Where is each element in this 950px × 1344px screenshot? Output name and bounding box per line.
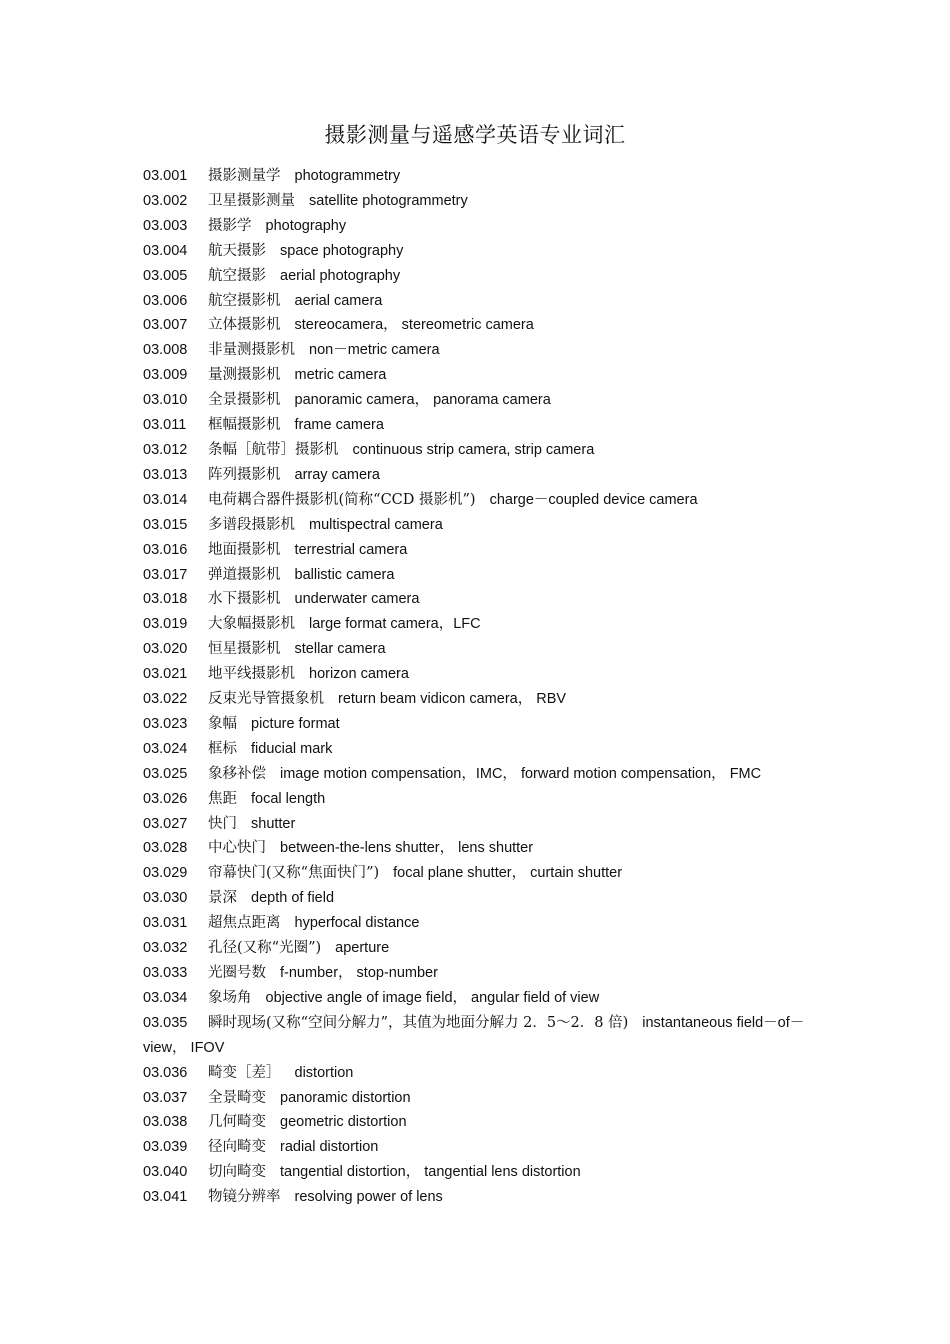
entry-english-term: metric camera <box>294 367 387 384</box>
glossary-entry <box>143 1185 815 1210</box>
entry-english-term: multispectral camera <box>309 516 443 533</box>
entry-number: 03.022 <box>143 691 188 708</box>
glossary-entry <box>143 712 815 737</box>
entry-number: 03.018 <box>143 591 188 608</box>
entry-number: 03.001 <box>143 168 188 184</box>
entry-number: 03.016 <box>143 541 188 558</box>
entry-english-term: picture format <box>251 715 340 732</box>
entry-english-term: return beam vidicon camera， RBV <box>338 691 567 708</box>
entry-english-term: panoramic distortion <box>280 1089 411 1106</box>
glossary-entry <box>143 438 815 463</box>
glossary-entry <box>143 538 815 563</box>
glossary-entry <box>143 289 815 314</box>
entry-number: 03.032 <box>143 940 188 957</box>
entry-chinese-term: 几何畸变 <box>208 1114 266 1131</box>
entry-number: 03.025 <box>143 765 188 782</box>
entry-chinese-term: 摄影测量学 <box>208 168 281 184</box>
entry-english-term: focal plane shutter， curtain shutter <box>393 865 623 882</box>
glossary-entry <box>143 1110 815 1135</box>
glossary-entry <box>143 911 815 936</box>
entry-number: 03.026 <box>143 790 188 807</box>
entry-number: 03.037 <box>143 1089 188 1106</box>
entry-number: 03.020 <box>143 641 188 658</box>
entry-chinese-term: 孔径(又称“光圈”) <box>208 940 322 957</box>
glossary-entry <box>143 164 815 189</box>
entry-number: 03.030 <box>143 890 188 907</box>
entry-chinese-term: 航空摄影机 <box>208 292 281 309</box>
entry-chinese-term: 框标 <box>208 740 237 757</box>
entry-english-term: photogrammetry <box>294 168 401 184</box>
glossary-entry <box>143 936 815 961</box>
entry-number: 03.019 <box>143 616 188 633</box>
glossary-entry <box>143 313 815 338</box>
entry-chinese-term: 摄影学 <box>208 217 252 234</box>
entry-number: 03.013 <box>143 466 188 483</box>
entry-chinese-term: 电荷耦合器件摄影机(简称“CCD 摄影机”) <box>208 491 476 508</box>
entry-english-term: aerial camera <box>294 292 383 309</box>
entry-chinese-term: 全景畸变 <box>208 1089 266 1106</box>
glossary-entry <box>143 388 815 413</box>
entry-number: 03.007 <box>143 317 188 334</box>
entry-chinese-term: 航天摄影 <box>208 242 266 259</box>
entry-chinese-term: 非量测摄影机 <box>208 342 295 359</box>
entry-english-term: resolving power of lens <box>294 1189 443 1206</box>
entry-chinese-term: 量测摄影机 <box>208 367 281 384</box>
entry-chinese-term: 象幅 <box>208 715 237 732</box>
glossary-entry <box>143 662 815 687</box>
glossary-entry <box>143 488 815 513</box>
entry-chinese-term: 卫星摄影测量 <box>208 192 295 209</box>
glossary-entry <box>143 338 815 363</box>
glossary-entry <box>143 587 815 612</box>
entry-number: 03.036 <box>143 1064 188 1081</box>
entry-number: 03.027 <box>143 815 188 832</box>
entry-english-term: geometric distortion <box>280 1114 407 1131</box>
entry-number: 03.038 <box>143 1114 188 1131</box>
entry-english-term: shutter <box>251 815 296 832</box>
entry-chinese-term: 弹道摄影机 <box>208 566 281 583</box>
entry-number: 03.024 <box>143 740 188 757</box>
entry-chinese-term: 全景摄影机 <box>208 392 281 409</box>
entry-number: 03.010 <box>143 392 188 409</box>
entry-chinese-term: 水下摄影机 <box>208 591 281 608</box>
glossary-entry <box>143 762 815 787</box>
glossary-entry <box>143 1061 815 1086</box>
glossary-entry <box>143 463 815 488</box>
entry-chinese-term: 中心快门 <box>208 840 266 857</box>
entry-english-term: f-number， stop-number <box>280 965 438 981</box>
glossary-list <box>143 164 815 1210</box>
entry-english-term: continuous strip camera, strip camera <box>352 441 595 458</box>
entry-chinese-term: 象移补偿 <box>208 765 266 782</box>
entry-number: 03.039 <box>143 1139 188 1156</box>
entry-chinese-term: 帘幕快门(又称“焦面快门”) <box>208 865 380 882</box>
entry-chinese-term: 地平线摄影机 <box>208 666 295 683</box>
entry-number: 03.006 <box>143 292 188 309</box>
entry-number: 03.023 <box>143 715 188 732</box>
glossary-entry <box>143 1160 815 1185</box>
glossary-entry <box>143 986 815 1011</box>
entry-english-term: stereocamera， stereometric camera <box>294 317 534 334</box>
entry-chinese-term: 阵列摄影机 <box>208 466 281 483</box>
glossary-entry <box>143 363 815 388</box>
glossary-entry <box>143 1135 815 1160</box>
entry-english-term: between-the-lens shutter， lens shutter <box>280 840 534 857</box>
entry-english-term: depth of field <box>251 890 335 907</box>
entry-english-term: aerial photography <box>280 267 401 284</box>
entry-chinese-term: 物镜分辨率 <box>208 1189 281 1206</box>
entry-chinese-term: 地面摄影机 <box>208 541 281 558</box>
entry-chinese-term: 超焦点距离 <box>208 915 281 932</box>
glossary-entry <box>143 513 815 538</box>
glossary-entry <box>143 239 815 264</box>
entry-number: 03.002 <box>143 192 188 209</box>
entry-chinese-term: 多谱段摄影机 <box>208 516 295 533</box>
entry-english-term: ballistic camera <box>294 566 395 583</box>
entry-chinese-term: 立体摄影机 <box>208 317 281 334</box>
entry-english-term: distortion <box>294 1064 354 1081</box>
entry-chinese-term: 径向畸变 <box>208 1139 266 1156</box>
entry-number: 03.003 <box>143 217 188 234</box>
entry-chinese-term: 快门 <box>208 815 237 832</box>
glossary-entry <box>143 737 815 762</box>
entry-number: 03.033 <box>143 965 188 981</box>
entry-english-term: horizon camera <box>309 666 409 683</box>
entry-number: 03.017 <box>143 566 188 583</box>
glossary-entry <box>143 1011 815 1061</box>
entry-chinese-term: 反束光导管摄象机 <box>208 691 324 708</box>
entry-english-term: large format camera，LFC <box>309 616 481 633</box>
entry-number: 03.035 <box>143 1014 188 1031</box>
glossary-entry <box>143 413 815 438</box>
entry-english-term: array camera <box>294 466 380 483</box>
entry-english-term: satellite photogrammetry <box>309 192 468 209</box>
entry-english-term: tangential distortion， tangential lens distortion <box>280 1164 581 1181</box>
entry-english-term: image motion compensation，IMC， forward motion compensation， FMC <box>280 765 762 782</box>
entry-english-term: radial distortion <box>280 1139 379 1156</box>
entry-chinese-term: 光圈号数 <box>208 965 266 981</box>
glossary-entry <box>143 189 815 214</box>
entry-chinese-term: 切向畸变 <box>208 1164 266 1181</box>
entry-english-term: panoramic camera， panorama camera <box>294 392 551 409</box>
glossary-entry <box>143 264 815 289</box>
entry-english-term: stellar camera <box>294 641 386 658</box>
glossary-entry <box>143 563 815 588</box>
entry-chinese-term: 航空摄影 <box>208 267 266 284</box>
entry-english-term: charge－coupled device camera <box>489 491 698 508</box>
entry-number: 03.014 <box>143 491 188 508</box>
entry-number: 03.011 <box>143 417 187 434</box>
entry-chinese-term: 恒星摄影机 <box>208 641 281 658</box>
entry-number: 03.004 <box>143 242 188 259</box>
entry-number: 03.015 <box>143 516 188 533</box>
entry-chinese-term: 焦距 <box>208 790 237 807</box>
entry-number: 03.029 <box>143 865 188 882</box>
entry-number: 03.028 <box>143 840 188 857</box>
glossary-entry <box>143 886 815 911</box>
entry-chinese-term: 畸变［差］ <box>208 1064 281 1081</box>
page-title: 摄影测量与遥感学英语专业词汇 <box>324 123 626 147</box>
glossary-entry <box>143 861 815 886</box>
entry-english-term: underwater camera <box>294 591 420 608</box>
entry-english-term: aperture <box>335 940 390 957</box>
glossary-entry <box>143 687 815 712</box>
entry-chinese-term: 瞬时现场(又称“空间分解力”，其值为地面分解力 2．5～2．8 倍) <box>208 1014 629 1031</box>
entry-english-term: objective angle of image field， angular field of view <box>265 989 600 1006</box>
entry-chinese-term: 象场角 <box>208 989 252 1006</box>
entry-english-term: photography <box>265 217 347 234</box>
entry-english-term: frame camera <box>294 417 384 434</box>
entry-number: 03.008 <box>143 342 188 359</box>
glossary-entry <box>143 1086 815 1111</box>
entry-english-term: fiducial mark <box>251 740 333 757</box>
entry-number: 03.040 <box>143 1164 188 1181</box>
entry-chinese-term: 框幅摄影机 <box>208 417 281 434</box>
entry-english-term: hyperfocal distance <box>294 915 420 932</box>
glossary-entry <box>143 961 815 986</box>
entry-chinese-term: 大象幅摄影机 <box>208 616 295 633</box>
entry-chinese-term: 条幅［航带］摄影机 <box>208 441 339 458</box>
entry-english-term: space photography <box>280 242 404 259</box>
glossary-entry <box>143 836 815 861</box>
entry-number: 03.005 <box>143 267 188 284</box>
entry-number: 03.009 <box>143 367 188 384</box>
entry-english-term: focal length <box>251 790 326 807</box>
glossary-entry <box>143 612 815 637</box>
glossary-entry <box>143 214 815 239</box>
entry-english-term: instantaneous field－of－view， IFOV <box>143 1014 805 1056</box>
glossary-entry <box>143 787 815 812</box>
entry-number: 03.031 <box>143 915 188 932</box>
glossary-entry <box>143 637 815 662</box>
entry-english-term: non－metric camera <box>309 342 440 359</box>
entry-chinese-term: 景深 <box>208 890 237 907</box>
entry-number: 03.021 <box>143 666 188 683</box>
entry-number: 03.034 <box>143 989 188 1006</box>
entry-number: 03.012 <box>143 441 188 458</box>
entry-english-term: terrestrial camera <box>294 541 408 558</box>
glossary-entry <box>143 812 815 837</box>
entry-number: 03.041 <box>143 1189 188 1206</box>
